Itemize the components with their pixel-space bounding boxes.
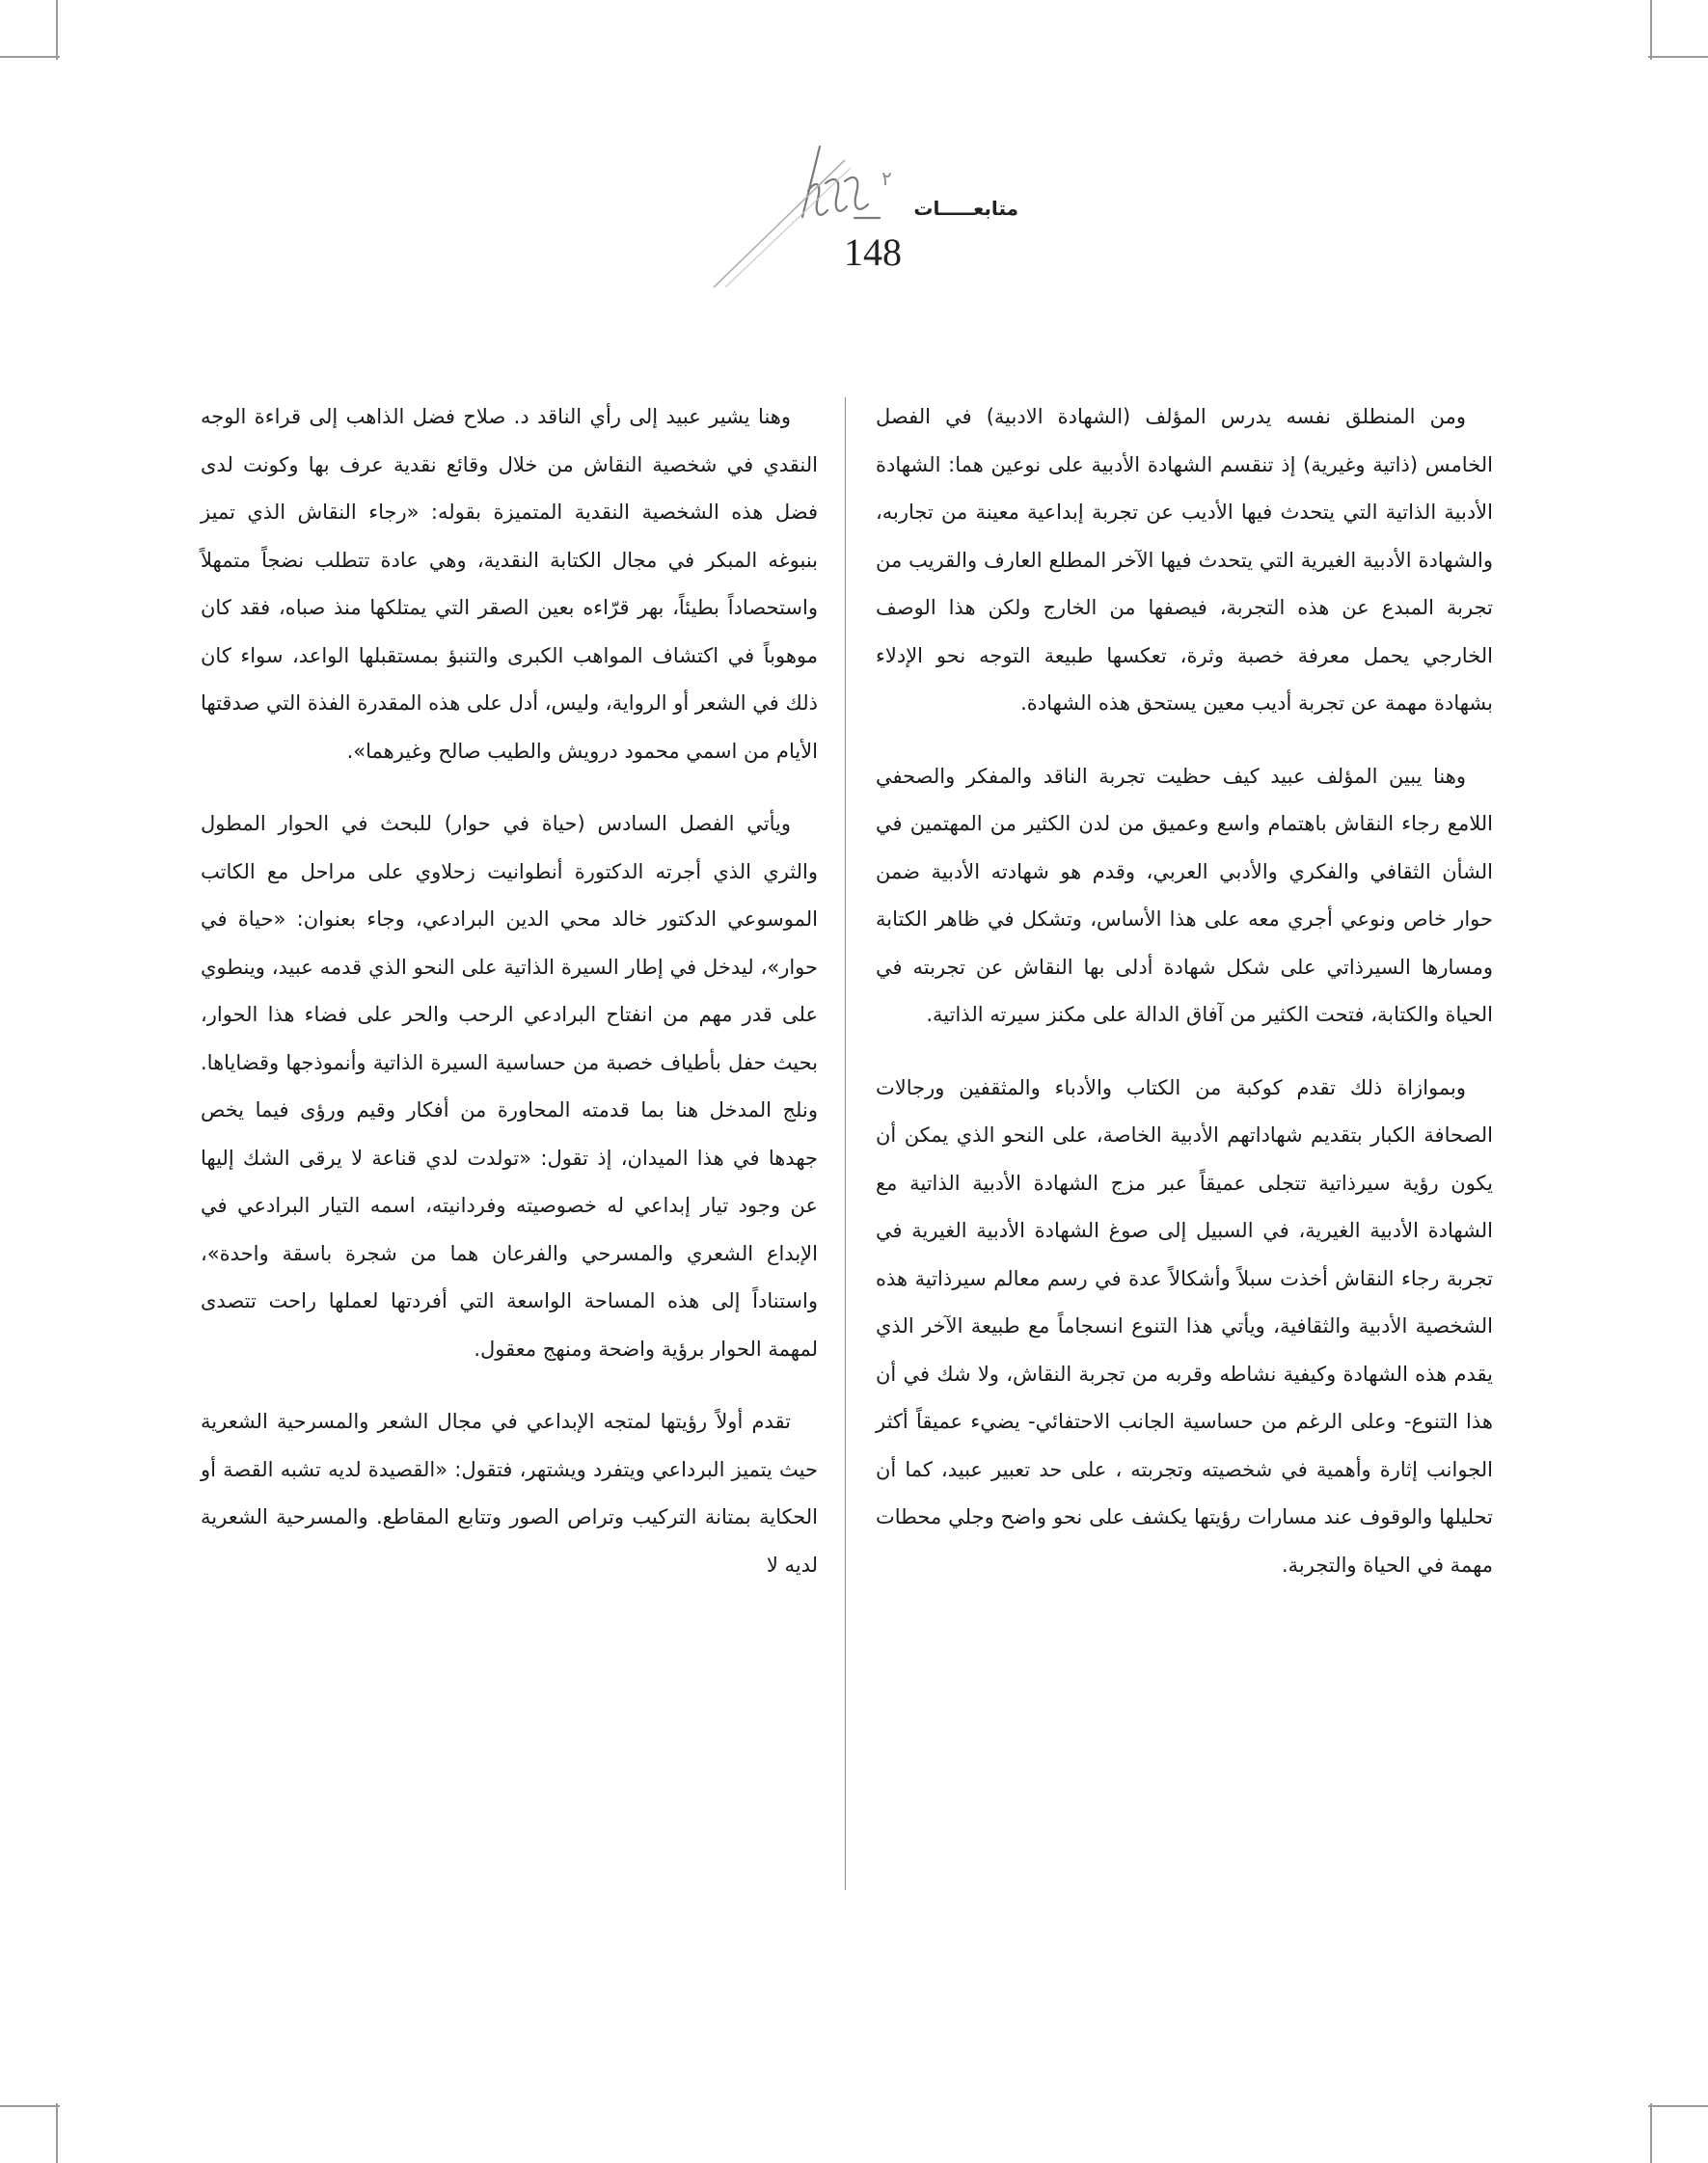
svg-text:٢: ٢	[881, 167, 892, 190]
page-header	[675, 125, 1022, 289]
crop-mark-top-right-h	[1648, 56, 1708, 58]
paragraph: تقدم أولاً رؤيتها لمتجه الإبداعي في مجال الشعر والمسرحية الشعرية حيث يتميز البرداعي ويتفرد ويشتهر، فتقول: «القصيدة لديه تشبه القصة أو الحكاية بمتانة التركيب وتراص الصور وتتابع المقاطع. والمسرحية الشعرية لديه لا	[201, 1410, 818, 1577]
paragraph: ومن المنطلق نفسه يدرس المؤلف (الشهادة الادبية) في الفصل الخامس (ذاتية وغيرية) إذ تنقسم الشهادة الأدبية على نوعين هما: الشهادة الأدبية الذاتية التي يتحدث فيها الأديب عن تجربة إبداعية معينة من تجاربه، والشهادة الأدبية الغيرية التي يتحدث فيها الآخر المطلع العارف والقريب من تجربة المبدع عن هذه التجربة، فيصفها من الخارج ولكن هذا الوصف الخارجي يحمل معرفة خصبة وثرة، تعكسها طبيعة التوجه نحو الإدلاء بشهادة مهمة عن تجربة أديب معين يستحق هذه الشهادة.	[876, 405, 1493, 715]
crop-mark-top-left-h	[0, 56, 60, 58]
left-column	[201, 393, 818, 1614]
page-number: 148	[844, 230, 902, 274]
crop-mark-bottom-right	[1650, 2103, 1652, 2163]
crop-mark-bottom-left	[56, 2103, 58, 2163]
paragraph: وهنا يشير عبيد إلى رأي الناقد د. صلاح فضل الذاهب إلى قراءة الوجه النقدي في شخصية النقاش من خلال وقائع نقدية عرف بها وكونت لدى فضل هذه الشخصية النقدية المتميزة بقوله: «رجاء النقاش الذي تميز بنبوغه المبكر في مجال الكتابة النقدية، وهي عادة تتطلب نضجاً متمهلاً واستحصاداً بطيئاً، بهر قرّاءه بعين الصقر التي يمتلكها منذ صباه، فقد كان موهوباً في اكتشاف المواهب الكبرى والتنبؤ بمستقبلها الواعد، سواء كان ذلك في الشعر أو الرواية، وليس، أدل على هذه المقدرة الفذة التي صدقتها الأيام من اسمي محمود درويش والطيب صالح وغيرهما».	[201, 405, 818, 763]
section-label: متابعـــــات	[913, 197, 1018, 220]
crop-mark-bottom-right-h	[1648, 2105, 1708, 2107]
paragraph: وهنا يبين المؤلف عبيد كيف حظيت تجربة الناقد والمفكر والصحفي اللامع رجاء النقاش باهتمام واسع وعميق من لدن الكثير من المهتمين في الشأن الثقافي والفكري والأدبي العربي، وقدم هو شهادته الأدبية ضمن حوار خاص ونوعي أجري معه على هذا الأساس، وتشكل في ظاهر الكتابة ومسارها السيرذاتي على شكل شهادة أدلى بها النقاش عن تجربته في الحياة والكتابة، فتحت الكثير من آفاق الدالة على مكنز سيرته الذاتية.	[876, 764, 1493, 1026]
crop-mark-top-left	[56, 0, 58, 60]
paragraph: ويأتي الفصل السادس (حياة في حوار) للبحث في الحوار المطول والثري الذي أجرته الدكتورة أنطوانيت زحلاوي على مراحل مع الكاتب الموسوعي الدكتور خالد محي الدين البرادعي، وجاء بعنوان: «حياة في حوار»، ليدخل في إطار السيرة الذاتية على النحو الذي قدمه عبيد، وينطوي على قدر مهم من انفتاح البرادعي الرحب والحر على فضاء هذا الحوار، بحيث حفل بأطياف خصبة من حساسية السيرة الذاتية وأنموذجها وقضاياها. ونلج المدخل هنا بما قدمته المحاورة من أفكار وقيم ورؤى فيما يخص جهدها في هذا الميدان، إذ تقول: «تولدت لدي قناعة لا يرقى الشك إليها عن وجود تيار إبداعي له خصوصيته وفردانيته، اسمه التيار البرادعي في الإبداع الشعري والمسرحي والفرعان هما من شجرة باسقة واحدة»، واستناداً إلى هذه المساحة الواسعة التي أفردتها لعملها راحت تتصدى لمهمة الحوار برؤية واضحة ومنهج معقول.	[201, 812, 818, 1361]
column-divider	[845, 397, 846, 1890]
crop-mark-top-right	[1650, 0, 1652, 60]
crop-mark-bottom-left-h	[0, 2105, 60, 2107]
right-column	[876, 393, 1493, 1614]
paragraph: وبموازاة ذلك تقدم كوكبة من الكتاب والأدباء والمثقفين ورجالات الصحافة الكبار بتقديم شهاداتهم الأدبية الخاصة، على النحو الذي يمكن أن يكون رؤية سيرذاتية تتجلى عميقاً عبر مزج الشهادة الأدبية الذاتية مع الشهادة الأدبية الغيرية، في السبيل إلى صوغ الشهادة الأدبية الغيرية في تجربة رجاء النقاش أخذت سبلاً وأشكالاً عدة في رسم معالم سيرذاتية هذه الشخصية الأدبية والثقافية، ويأتي هذا التنوع انسجاماً مع طبيعة الآخر الذي يقدم هذه الشهادة وكيفية نشاطه وقربه من تجربة النقاش، ولا شك في أن هذا التنوع- وعلى الرغم من حساسية الجانب الاحتفائي- يضيء عميقاً أكثر الجوانب إثارة وأهمية في شخصيته وتجربته ، على حد تعبير عبيد، كما أن تحليلها والوقوف عند مسارات رؤيتها يكشف على نحو واضح وجلي محطات مهمة في الحياة والتجربة.	[876, 1075, 1493, 1577]
